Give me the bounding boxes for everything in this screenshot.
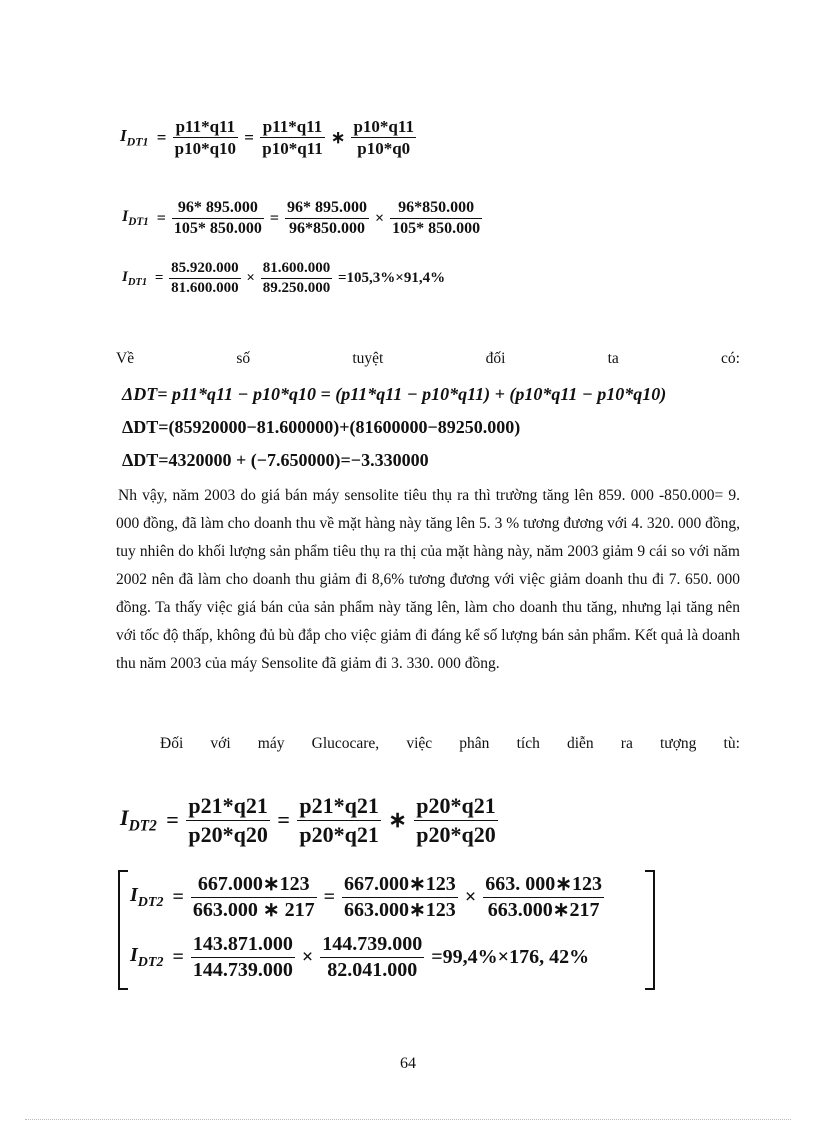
fraction: $\frac{667.000∗123}{663.000 ∗ 217}$ bbox=[192, 873, 315, 921]
fraction: $\frac{96* 895.000}{96*850.000}$ bbox=[287, 199, 367, 237]
formula-index-dt2-result: $I_{DT2}$ = $\frac{143.871.000}{144.739.000}$ × $\frac{144.739.000}{82.041.000}$ =99,4%×176, 42% bbox=[130, 933, 590, 981]
absolute-intro-line: Về số tuyệt đối ta có: bbox=[116, 350, 740, 367]
right-bracket bbox=[645, 870, 655, 990]
fraction: $\frac{p20*q21}{p20*q20}$ bbox=[416, 793, 496, 847]
formula-index-dt1-symbolic: $I_{DT1}$ = $\frac{p11*q11}{p10*q10}$ = $\frac{p11*q11}{p10*q11}$ ∗ $\frac{p10*q11}{p10*q0}$ bbox=[120, 117, 414, 159]
formula-index-dt2-numeric: $I_{DT2}$ = $\frac{667.000∗123}{663.000 ∗ 217}$ = $\frac{667.000∗123}{663.000∗123}$ × $\frac{663. 000∗123}{663.000∗217}$ bbox=[130, 873, 602, 921]
fraction: $\frac{p21*q21}{p20*q20}$ bbox=[188, 793, 268, 847]
delta-formula-2: ΔDT=(85920000−81.600000)+(81600000−89250.000) bbox=[122, 417, 521, 437]
delta-formula-1: ΔDT= p11*q11 − p10*q10 = (p11*q11 − p10*q11) + (p10*q11 − p10*q10) bbox=[122, 384, 667, 404]
fraction: $\frac{143.871.000}{144.739.000}$ bbox=[192, 933, 293, 981]
glucocare-intro-line: Đối với máy Glucocare, việc phân tích diễn ra tượng tù: bbox=[160, 735, 740, 752]
formula-index-dt1-numeric: $I_{DT1}$ = $\frac{96* 895.000}{105* 850.000}$ = $\frac{96* 895.000}{96*850.000}$ × $\frac{96*850.000}{105* 850.000}$ bbox=[122, 199, 481, 237]
formula-lhs: $I_{DT2}$ bbox=[120, 804, 157, 835]
formula-lhs: $I_{DT2}$ bbox=[130, 884, 164, 910]
page-number: 64 bbox=[400, 1055, 416, 1072]
fraction: $\frac{144.739.000}{82.041.000}$ bbox=[322, 933, 423, 981]
left-bracket bbox=[118, 870, 128, 990]
fraction: $\frac{96* 895.000}{105* 850.000}$ bbox=[173, 199, 262, 237]
footer-divider bbox=[25, 1119, 791, 1120]
formula-lhs: $I_{DT1}$ bbox=[122, 268, 148, 288]
analysis-paragraph: Nh vậy, năm 2003 do giá bán máy sensolite tiêu thụ ra thì trường tăng lên 859. 000 -850.000= 9. 000 đồng, đã làm cho doanh thu về mặt hàng này tăng lên 5. 3 % tương đương với 4. 320. 000 đồng, tuy nhiên do khối lượng sản phẩm tiêu thụ ra thị của mặt hàng này, năm 2003 giảm 9 cái so với năm 2002 nên đã làm cho doanh thu giảm đi 8,6% tương đương với việc giảm doanh thu đi 7. 650. 000 đồng. Ta thấy việc giá bán của sản phẩm này tăng lên, làm cho doanh thu tăng, nhưng lại tăng nên với tốc độ thấp, không đủ bù đắp cho việc giảm đi đáng kể số lượng bán sản phẩm. Kết quả là doanh thu năm 2003 của máy Sensolite đã giảm đi 3. 330. 000 đồng. bbox=[116, 487, 740, 672]
formula-lhs: $I_{DT1}$ bbox=[122, 208, 149, 229]
formula-lhs: $I_{DT1}$ bbox=[120, 126, 149, 149]
fraction: $\frac{81.600.000}{89.250.000}$ bbox=[262, 260, 331, 296]
fraction: $\frac{p11*q11}{p10*q10}$ bbox=[174, 117, 237, 159]
fraction: $\frac{85.920.000}{81.600.000}$ bbox=[171, 260, 239, 296]
formula-index-dt2-symbolic: $I_{DT2}$ = $\frac{p21*q21}{p20*q20}$ = $\frac{p21*q21}{p20*q21}$ ∗ $\frac{p20*q21}{p20*q20}$ bbox=[120, 793, 496, 847]
delta-formula-3: ΔDT=4320000 + (−7.650000)=−3.330000 bbox=[122, 450, 429, 470]
fraction: $\frac{p10*q11}{p10*q0}$ bbox=[353, 117, 414, 159]
fraction: $\frac{667.000∗123}{663.000∗123}$ bbox=[344, 873, 456, 921]
fraction: $\frac{663. 000∗123}{663.000∗217}$ bbox=[485, 873, 602, 921]
formula-lhs: $I_{DT2}$ bbox=[130, 944, 164, 970]
fraction: $\frac{p21*q21}{p20*q21}$ bbox=[299, 793, 379, 847]
formula-index-dt1-result: $I_{DT1}$ = $\frac{85.920.000}{81.600.000}$ × $\frac{81.600.000}{89.250.000}$ =105,3%×91,4% bbox=[122, 260, 446, 296]
fraction: $\frac{96*850.000}{105* 850.000}$ bbox=[392, 199, 481, 237]
fraction: $\frac{p11*q11}{p10*q11}$ bbox=[262, 117, 323, 159]
